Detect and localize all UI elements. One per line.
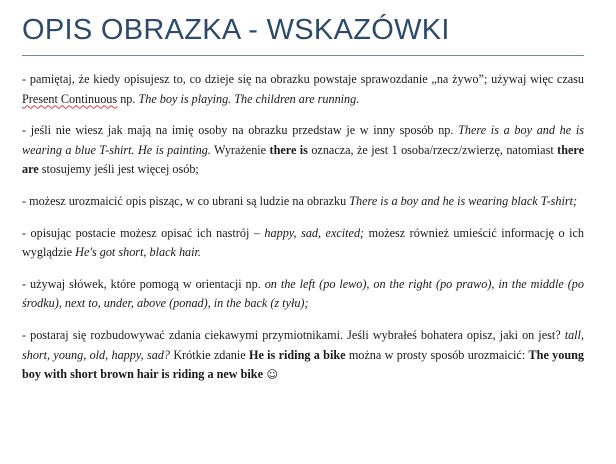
tip-text-run: Present Continuous xyxy=(22,91,118,106)
tip-text-run: on the left (po lewo), on the right (po prawo), in the middle (po środku), next to, under, above (ponad), in the back (z tyłu); xyxy=(22,276,584,311)
tip-text-run: Krótkie zdanie xyxy=(170,347,249,362)
tip-text-run: można w prosty sposób urozmaicić: xyxy=(345,347,529,362)
tip-text-run: stosujemy jeśli jest więcej osób; xyxy=(38,162,199,177)
page-title: OPIS OBRAZKA - WSKAZÓWKI xyxy=(22,14,450,46)
tip-text-run: There is a boy and he is wearing a blue T-shirt. He is painting. xyxy=(22,123,584,157)
tip-text-run: - opisując postacie możesz opisać ich nastrój – xyxy=(22,225,265,240)
tip-text-run: - postaraj się rozbudowywać zdania ciekawymi przymiotnikami. Jeśli wybrałeś bohatera opisz, jaki on jest? xyxy=(22,327,565,342)
tip-text-run: The boy is playing. The children are running. xyxy=(138,91,360,106)
tip-text-run: - jeśli nie wiesz jak mają na imię osoby na obrazku przedstaw je w inny sposób np. xyxy=(22,123,459,138)
tip-text-run: - pamiętaj, że kiedy opisujesz to, co dzieje się na obrazku powstaje sprawozdanie „na żywo”; używaj więc czasu xyxy=(22,72,584,86)
tip-text-run: np. xyxy=(117,91,139,106)
tip-text-run: there are xyxy=(22,142,584,177)
tip-text-run: He's got short, black hair. xyxy=(75,245,201,260)
tip-text-run: - możesz urozmaicić opis pisząc, w co ubrani są ludzie na obrazku xyxy=(22,193,350,208)
tips-list xyxy=(22,70,584,385)
tip-text-run: The young boy with short brown hair is riding a new bike xyxy=(22,347,584,382)
tip-paragraph xyxy=(22,326,584,385)
tip-text-run: - używaj słówek, które pomogą w orientacji np. xyxy=(22,276,265,291)
tip-paragraph xyxy=(22,224,584,263)
tip-paragraph xyxy=(22,275,584,314)
tip-paragraph xyxy=(22,121,584,180)
tip-text-run: oznacza, że jest 1 osoba/rzecz/zwierzę, natomiast xyxy=(307,142,558,157)
tip-text-run: happy, sad, excited; xyxy=(264,225,365,240)
tip-text-run: There is a boy and he is wearing black T-shirt; xyxy=(349,193,578,208)
tip-text-run: Wyrażenie xyxy=(210,142,270,157)
tip-text-run: możesz również umieścić informację o ich wyglądzie xyxy=(22,225,584,260)
tip-paragraph xyxy=(22,70,584,109)
smiley-icon: ☺ xyxy=(262,368,278,382)
title-underline xyxy=(22,55,584,56)
tip-text-run: there is xyxy=(269,142,308,157)
tip-text-run: tall, short, young, old, happy, sad? xyxy=(22,327,584,362)
tip-text-run: He is riding a bike xyxy=(248,347,346,362)
tip-paragraph xyxy=(22,192,584,212)
